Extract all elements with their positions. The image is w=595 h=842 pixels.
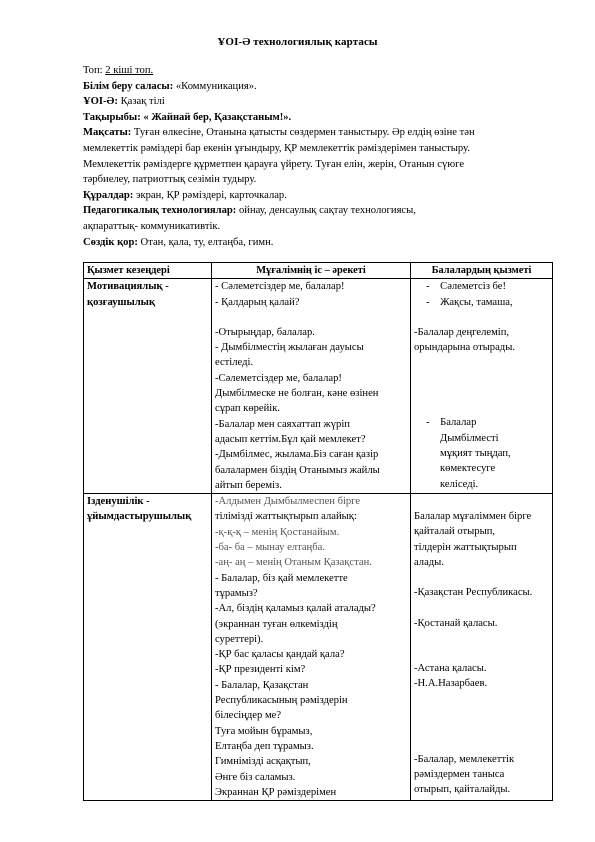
children-gap	[414, 494, 549, 509]
children-gap	[414, 601, 549, 616]
teacher-line: -Дымбілмес, жылама.Біз саған қазір	[215, 449, 379, 461]
goal-text-1: Туған өлкесіне, Отанына қатысты сөздермен таныстыру. Әр елдің өзіне тән	[133, 127, 475, 139]
tech-line	[83, 203, 553, 219]
teacher-line: (экраннан туған өлкеміздің	[215, 618, 338, 630]
equipment-line	[83, 188, 553, 204]
document-title: ҰОІ-Ә технологиялық картасы	[217, 36, 378, 48]
goal-line-1	[83, 125, 553, 141]
teacher-line: Республикасының рәміздерін	[215, 695, 348, 707]
stage-text: қозғаушылық	[87, 296, 156, 308]
teacher-line: -Отырыңдар, балалар.	[215, 326, 315, 338]
children-line: Дымбілместі	[440, 432, 499, 444]
teacher-gap	[215, 310, 407, 325]
table-row	[84, 279, 553, 494]
teacher-line: -Балалар мен саяхаттап жүріп	[215, 418, 350, 430]
teacher-line: адасып кеттім.Бұл қай мемлекет?	[215, 433, 366, 445]
teacher-line: сұрап көрейік.	[215, 403, 281, 415]
table-header-row	[84, 263, 553, 279]
activity-line	[83, 94, 553, 110]
teacher-line: тілімізді жаттықтырып алайық:	[215, 511, 357, 523]
header-teacher: Мұғалімнің іс – әрекеті	[212, 263, 411, 279]
teacher-line: Экраннан ҚР рәміздерімен	[215, 786, 337, 798]
equipment-label: Құралдар:	[83, 189, 134, 201]
teacher-line: - Балалар, біз қай мемлекетте	[215, 572, 348, 584]
teacher-line: Әнге біз саламыз.	[215, 771, 296, 783]
topic-line	[83, 110, 553, 126]
children-line: -Балалар деңгелеміп,	[414, 326, 510, 338]
children-line: -Астана қаласы.	[414, 662, 487, 674]
stage-text: Ізденушілік -	[87, 496, 150, 508]
children-gap	[414, 355, 549, 370]
children-line: тілдерін жаттықтырып	[414, 541, 517, 553]
list-item: - Сәлеметсіз бе!	[426, 281, 507, 293]
children-gap	[414, 370, 549, 385]
goal-line-4: тәрбиелеу, патриоттық сезімін тудыру.	[83, 174, 257, 186]
teacher-line: - Сәлеметсіздер ме, балалар!	[215, 281, 345, 293]
children-line: -Қазақстан Республикасы.	[414, 587, 533, 599]
children-gap	[414, 631, 549, 646]
teacher-line: айтып береміз.	[215, 479, 282, 491]
teacher-line: -ҚР бас қаласы қандай қала?	[215, 649, 345, 661]
teacher-line: -қ-қ-қ – менің Қостанайым.	[215, 526, 340, 538]
area-value: «Коммуникация».	[175, 80, 257, 92]
children-gap	[414, 310, 549, 325]
stage-cell	[84, 279, 212, 494]
children-line: алады.	[414, 557, 444, 569]
header-children: Балалардың қызметі	[411, 263, 553, 279]
teacher-line: - Қалдарың қалай?	[215, 296, 300, 308]
children-gap	[414, 385, 549, 400]
list-item: - Балалар	[426, 417, 477, 429]
children-gap	[414, 692, 549, 707]
table-row	[84, 494, 553, 801]
teacher-line: суреттері).	[215, 633, 264, 645]
topic-value: « Жайнай бер, Қазақстаным!».	[143, 111, 292, 123]
teacher-line: Гимнімізді асқақтып,	[215, 756, 311, 768]
children-line: -Қостанай қаласы.	[414, 617, 498, 629]
teacher-line: -Сәлеметсіздер ме, балалар!	[215, 372, 342, 384]
goal-label: Мақсаты:	[83, 127, 132, 139]
teacher-line: -ба- ба – мынау елтаңба.	[215, 542, 325, 554]
teacher-cell	[212, 494, 411, 801]
topic-label: Тақырыбы:	[83, 111, 141, 123]
stage-text: Мотивациялық -	[87, 281, 169, 293]
group-value: 2 кіші топ.	[105, 65, 154, 76]
children-gap	[414, 400, 549, 415]
group-line	[83, 63, 553, 79]
stage-text: ұйымдастырушылық	[87, 511, 192, 523]
teacher-line: -ҚР президенті кім?	[215, 664, 306, 676]
children-line: Балалар	[440, 417, 477, 429]
children-line: -Балалар, мемлекеттік	[414, 753, 515, 765]
stage-cell	[84, 494, 212, 801]
teacher-line: білесіңдер ме?	[215, 710, 282, 722]
lesson-header	[83, 63, 553, 250]
group-label: Топ:	[83, 65, 103, 76]
teacher-line: - Балалар, Қазақстан	[215, 679, 309, 691]
children-line: Сәлеметсіз бе!	[440, 281, 507, 293]
children-cell	[411, 494, 553, 801]
vocab-line	[83, 235, 553, 251]
children-gap	[414, 570, 549, 585]
vocab-label: Сөздік қор:	[83, 236, 138, 248]
children-line: қайталай отырып,	[414, 526, 496, 538]
tech-label: Педагогикалық технологиялар:	[83, 205, 237, 217]
area-label: Білім беру саласы:	[83, 80, 174, 92]
activity-label: ҰОІ-Ә:	[83, 96, 118, 108]
goal-line-3: Мемлекеттік рәміздерге құрметпен қарауға үйрету. Туған елін, жерін, Отанын сүюге	[83, 158, 465, 170]
children-line: отырып, қайталайды.	[414, 784, 511, 796]
children-line: рәміздермен таныса	[414, 768, 505, 780]
teacher-line: тұрамыз?	[215, 587, 258, 599]
teacher-cell	[212, 279, 411, 494]
lesson-table	[83, 262, 553, 801]
tech-line-2: ақпараттық- коммуникативтік.	[83, 220, 221, 232]
teacher-line: естіледі.	[215, 357, 254, 369]
teacher-line: -аң- аң – менің Отаным Қазақстан.	[215, 557, 372, 569]
teacher-line: Елтаңба деп тұрамыз.	[215, 740, 314, 752]
children-line: -Н.А.Назарбаев.	[414, 678, 488, 690]
children-gap	[414, 722, 549, 737]
goal-line-2: мемлекеттік рәміздері бар екенін ұғындыру, ҚР мемлекеттік рәміздерімен таныстыру.	[83, 142, 470, 154]
children-gap	[414, 737, 549, 752]
children-line: Балалар мұғаліммен бірге	[414, 511, 532, 523]
teacher-line: Туға мойын бұрамыз,	[215, 725, 313, 737]
activity-value: Қазақ тілі	[120, 96, 165, 108]
list-item: - Жақсы, тамаша,	[426, 296, 513, 308]
children-line: мұқият тыңдап,	[440, 448, 511, 460]
children-line: орындарына отырады.	[414, 342, 515, 354]
children-gap	[414, 707, 549, 722]
vocab-value: Отан, қала, ту, елтаңба, гимн.	[140, 236, 274, 248]
area-line	[83, 79, 553, 95]
children-gap	[414, 646, 549, 661]
children-cell	[411, 279, 553, 494]
children-line: Жақсы, тамаша,	[440, 296, 513, 308]
header-stage: Қызмет кезеңдері	[84, 263, 212, 279]
teacher-line: балалармен біздің Отанымыз жайлы	[215, 464, 380, 476]
teacher-line: -Ал, біздің қаламыз қалай аталады?	[215, 603, 376, 615]
teacher-line: -Алдымен Дымбылмеспен бірге	[215, 496, 361, 508]
teacher-line: Дымбілмеске не болған, кәне өзінен	[215, 388, 379, 400]
equipment-value: экран, ҚР рәміздері, карточкалар.	[135, 189, 287, 201]
children-line: көмектесуге	[440, 463, 496, 475]
tech-value: ойнау, денсаулық сақтау технологиясы,	[238, 205, 416, 217]
teacher-line: - Дымбілместің жылаған дауысы	[215, 342, 364, 354]
children-line: келіседі.	[440, 478, 479, 490]
